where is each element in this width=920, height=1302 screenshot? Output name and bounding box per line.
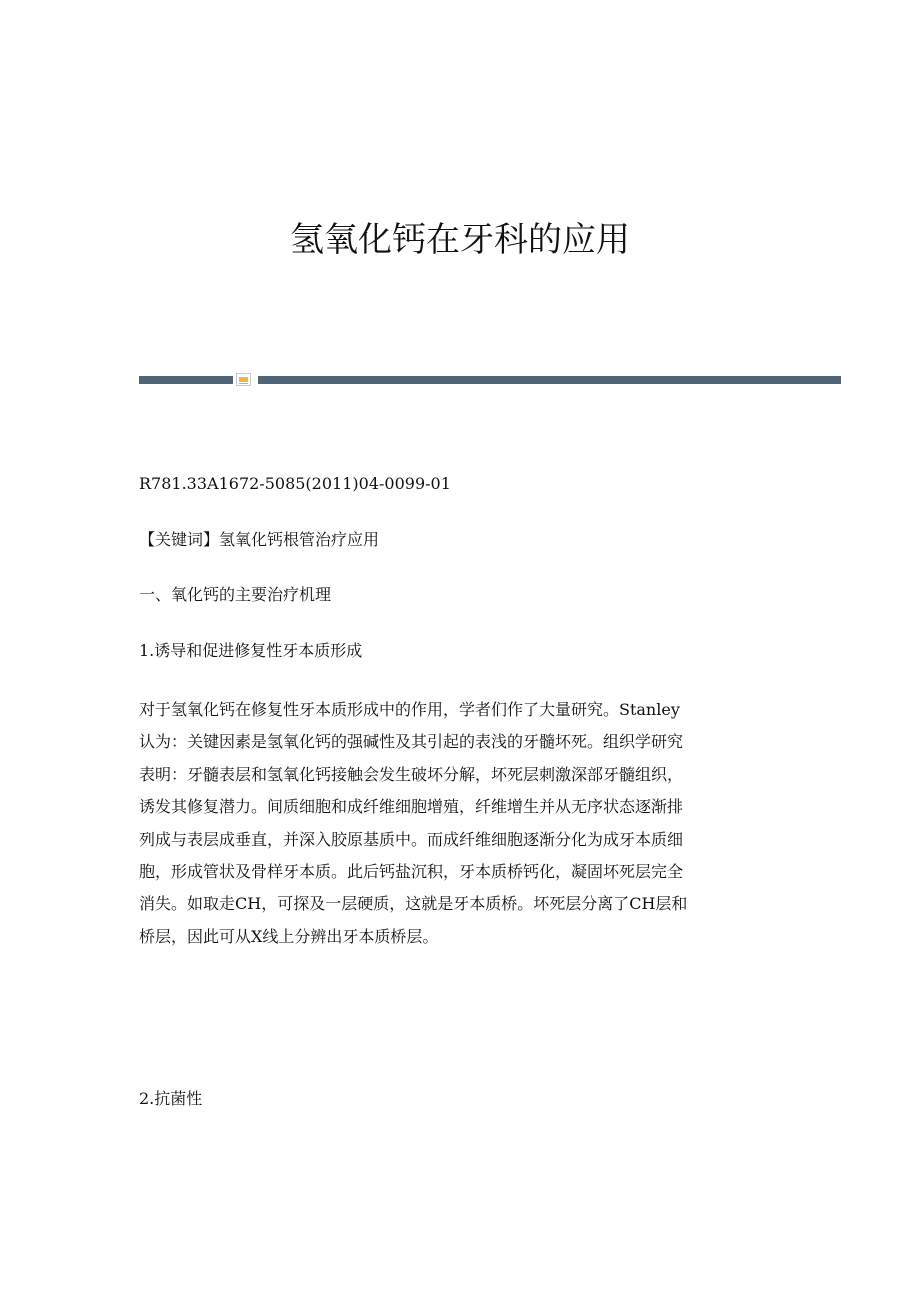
paragraph-line: 桥层，因此可从X线上分辨出牙本质桥层。: [139, 926, 439, 946]
section-heading: 一、氧化钙的主要治疗机理: [139, 585, 332, 604]
body-paragraph: [139, 694, 779, 953]
divider-bar-right: [258, 376, 841, 384]
document-title: 氢氧化钙在牙科的应用: [290, 220, 630, 260]
divider-bar-left: [139, 376, 233, 384]
paragraph-line: 表明：牙髓表层和氢氧化钙接触会发生破坏分解，坏死层刺激深部牙髓组织，: [139, 764, 684, 784]
classification-line: R781.33A1672-5085(2011)04-0099-01: [139, 474, 451, 493]
paragraph-line: 认为：关键因素是氢氧化钙的强碱性及其引起的表浅的牙髓坏死。组织学研究: [139, 732, 684, 752]
emblem-fill: [239, 377, 248, 382]
subsection-heading: 2.抗菌性: [139, 1089, 203, 1108]
document-emblem-icon: [236, 373, 251, 386]
paragraph-line: 消失。如取走CH，可探及一层硬质，这就是牙本质桥。坏死层分离了CH层和: [139, 894, 688, 914]
paragraph-line: 诱发其修复潜力。间质细胞和成纤维细胞增殖，纤维增生并从无序状态逐渐排: [139, 797, 684, 817]
subsection-heading: 1.诱导和促进修复性牙本质形成: [139, 641, 363, 660]
title-divider: [139, 373, 841, 387]
paragraph-line: 列成与表层成垂直，并深入胶原基质中。而成纤维细胞逐渐分化为成牙本质细: [139, 829, 684, 849]
keywords-line: 【关键词】氢氧化钙根管治疗应用: [139, 530, 380, 549]
paragraph-line: 胞，形成管状及骨样牙本质。此后钙盐沉积，牙本质桥钙化，凝固坏死层完全: [139, 862, 684, 882]
paragraph-line: 对于氢氧化钙在修复性牙本质形成中的作用，学者们作了大量研究。Stanley: [139, 700, 680, 719]
emblem-line: [239, 383, 248, 384]
